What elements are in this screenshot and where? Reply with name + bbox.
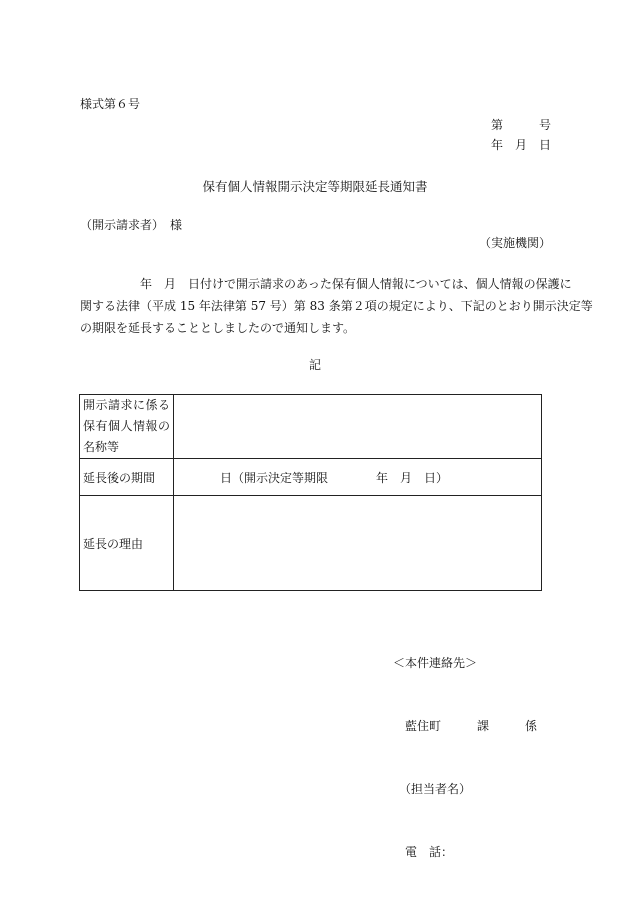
row2-value-cell[interactable]: 日（開示決定等期限 年 月 日） bbox=[174, 459, 542, 496]
body-line-3: の期限を延長することとしましたので通知します。 bbox=[80, 321, 356, 335]
ki-heading: 記 bbox=[308, 358, 321, 372]
info-table bbox=[79, 394, 542, 591]
recipient-line: （開示請求者） 様 bbox=[80, 218, 183, 232]
row2-label-cell: 延長後の期間 bbox=[80, 459, 174, 496]
contact-person: （担当者名） bbox=[393, 782, 472, 796]
body-line-1: 年 月 日付けで開示請求のあった保有個人情報については、個人情報の保護に bbox=[80, 277, 572, 291]
body-line-2: 関する法律（平成 15 年法律第 57 号）第 83 条第２項の規定により、下記のとおり開示決定等 bbox=[80, 299, 593, 313]
form-number: 様式第６号 bbox=[80, 97, 141, 111]
contact-phone: 電 話： bbox=[393, 845, 454, 859]
row1-label-line3: 名称等 bbox=[83, 440, 120, 454]
row1-value-cell[interactable] bbox=[174, 395, 542, 459]
row1-label-line2: 保有個人情報の bbox=[83, 419, 170, 433]
row1-label-line1: 開示請求に係る bbox=[83, 398, 170, 412]
table-row bbox=[80, 459, 542, 496]
contact-heading: ＜本件連絡先＞ bbox=[393, 656, 478, 670]
table-row bbox=[80, 395, 542, 459]
document-number-line: 第 号 bbox=[490, 118, 551, 132]
row3-label-cell: 延長の理由 bbox=[80, 496, 174, 591]
body-paragraph bbox=[80, 273, 593, 339]
contact-department: 藍住町 課 係 bbox=[393, 719, 538, 733]
agency-line: （実施機関） bbox=[478, 236, 551, 250]
row3-value-cell[interactable] bbox=[174, 496, 542, 591]
table-row bbox=[80, 496, 542, 591]
document-title: 保有個人情報開示決定等期限延長通知書 bbox=[202, 179, 428, 194]
table-label-cell bbox=[80, 395, 174, 459]
contact-block bbox=[393, 611, 537, 884]
date-line: 年 月 日 bbox=[490, 138, 551, 152]
